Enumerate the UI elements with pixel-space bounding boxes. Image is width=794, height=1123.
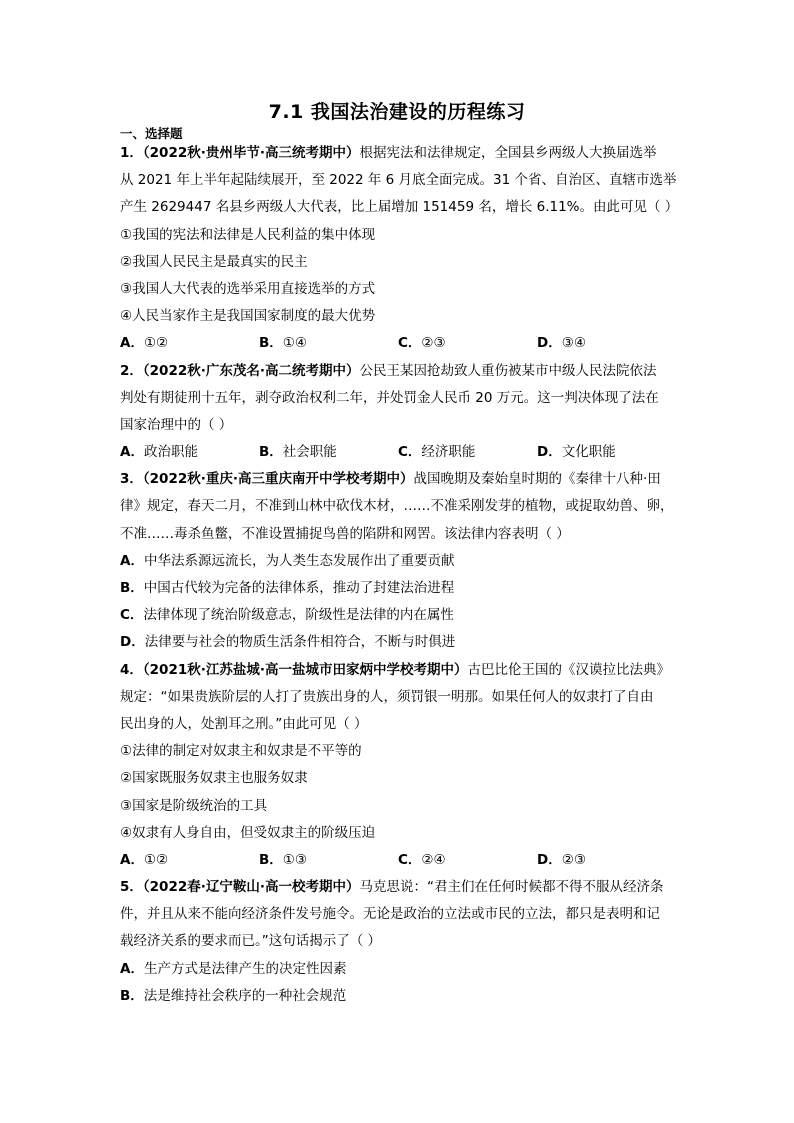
question-1-statement-4: ④人民当家作主是我国国家制度的最大优势 [120,308,376,325]
option-b: B．①③ [259,851,308,868]
question-list [120,140,680,1010]
question-2-line-3: 国家治理中的（ ） [120,416,233,433]
question-source: （2022秋·广东茂名·高二统考期中） [142,362,360,379]
question-4-options [120,847,680,874]
question-5-line-1 [120,874,680,901]
question-source: （2022春·辽宁鞍山·高一校考期中） [142,879,360,896]
option-d: D．③④ [537,335,586,352]
question-3-option-c: C．法律体现了统治阶级意志，阶级性是法律的内在属性 [120,607,454,624]
question-4-line-3: 民出身的人，处割耳之刑。”由此可见（ ） [120,715,368,732]
question-5-line-2: 件，并且从来不能向经济条件发号施令。无论是政治的立法或市民的立法，都只是表明和记 [120,906,660,923]
question-4-statement-2: ②国家既服务奴隶主也服务奴隶 [120,770,308,787]
question-3-option-a: A．中华法系源远流长，为人类生态发展作出了重要贡献 [120,552,455,569]
question-text: 战国晚期及秦始皇时期的《秦律十八种·田 [413,471,661,488]
question-5-line-3: 载经济关系的要求而已。”这句话揭示了（ ） [120,933,382,950]
question-source: （2022秋·重庆·高三重庆南开中学校考期中） [142,471,414,488]
question-4-statement-1: ①法律的制定对奴隶主和奴隶是不平等的 [120,743,362,760]
question-1-statement-3: ③我国人大代表的选举采用直接选举的方式 [120,280,376,297]
question-source: （2021秋·江苏盐城·高一盐城市田家炳中学校考期中） [142,661,468,678]
question-3-line-3: 不准……毒杀鱼鳖，不准设置捕捉鸟兽的陷阱和网罟。该法律内容表明（ ） [120,525,570,542]
option-c: C．经济职能 [398,444,476,461]
option-b: B．①④ [259,335,308,352]
question-1-line-1 [120,140,680,167]
question-4-line-2: 规定：“如果贵族阶层的人打了贵族出身的人，须罚银一明那。如果任何人的奴隶打了自由 [120,688,654,705]
question-number: 2． [120,362,143,379]
question-5-option-a: A．生产方式是法律产生的决定性因素 [120,960,347,977]
section-heading: 一、选择题 [120,126,183,141]
question-2-options [120,439,680,466]
question-1-options [120,330,680,357]
option-a: A．①② [120,851,169,868]
question-3-option-d: D．法律要与社会的物质生活条件相符合，不断与时俱进 [120,634,456,651]
page-title: 7.1 我国法治建设的历程练习 [268,101,526,123]
question-1-line-2: 从 2021 年上半年起陆续展开，至 2022 年 6 月底全面完成。31 个省、自治区、直辖市选举 [120,172,677,189]
option-c: C．②③ [398,335,446,352]
question-number: 4． [120,661,143,678]
question-3-line-2: 律》规定，春天二月，不准到山林中砍伐木材，……不准采刚发芽的植物，或捉取幼兽、卵， [120,498,674,515]
question-text: 公民王某因抢劫致人重伤被某市中级人民法院依法 [359,362,657,379]
question-1-line-3: 产生 2629447 名县乡两级人大代表，比上届增加 151459 名，增长 6.11%。由此可见（ ） [120,199,679,216]
question-number: 1． [120,145,143,161]
question-number: 5． [120,879,143,896]
question-3-option-b: B．中国古代较为完备的法律体系，推动了封建法治进程 [120,580,455,596]
question-text: 马克思说：“君主们在任何时候都不得不服从经济条 [359,879,664,896]
question-4-statement-4: ④奴隶有人身自由，但受奴隶主的阶级压迫 [120,824,376,841]
question-4-line-1 [120,657,680,684]
option-a: A．政治职能 [120,444,198,461]
question-number: 3． [120,471,143,488]
question-text: 古巴比伦王国的《汉谟拉比法典》 [467,661,670,678]
question-2-line-2: 判处有期徒刑十五年，剥夺政治权利二年，并处罚金人民币 20 万元。这一判决体现了法在 [120,389,659,406]
question-5-option-b: B．法是维持社会秩序的一种社会规范 [120,987,347,1004]
question-1-statement-1: ①我国的宪法和法律是人民利益的集中体现 [120,226,376,243]
question-1-statement-2: ②我国人民民主是最真实的民主 [120,253,308,270]
option-b: B．社会职能 [259,444,337,461]
question-3-line-1 [120,466,680,493]
question-2-line-1 [120,358,680,385]
question-4-statement-3: ③国家是阶级统治的工具 [120,797,268,814]
option-d: D．文化职能 [537,444,616,461]
option-d: D．②③ [537,851,586,868]
option-c: C．②④ [398,851,446,868]
question-source: （2022秋·贵州毕节·高三统考期中） [142,145,360,161]
question-text: 根据宪法和法律规定，全国县乡两级人大换届选举 [359,145,657,161]
option-a: A．①② [120,335,169,352]
